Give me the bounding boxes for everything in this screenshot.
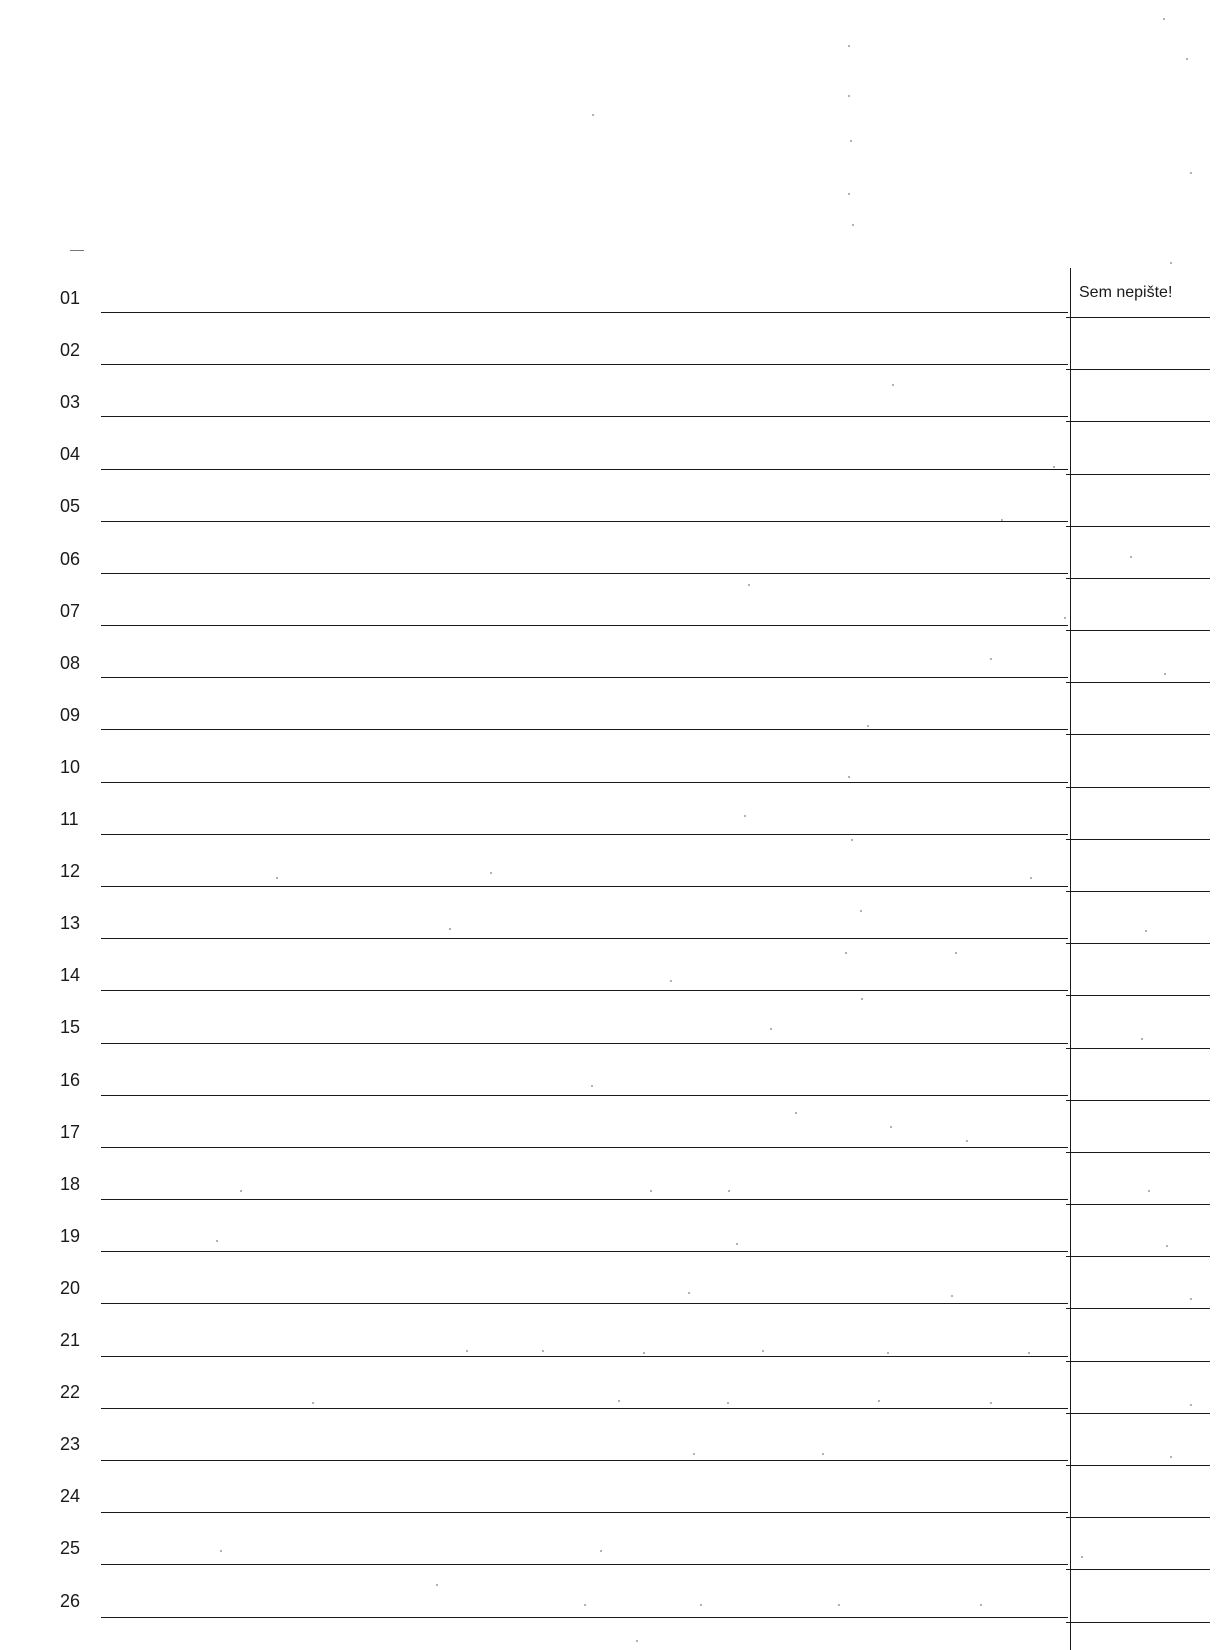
scan-speck [848,193,850,195]
scan-speck [449,928,451,930]
scan-speck [727,1402,729,1404]
answer-line[interactable] [101,312,1068,313]
answer-line[interactable] [101,782,1068,783]
scan-speck [892,384,894,386]
scan-speck [700,1604,702,1606]
scan-speck [860,910,862,912]
scan-speck [867,725,869,727]
scan-speck [466,1350,468,1352]
scan-speck [748,584,750,586]
margin-line [1066,891,1210,892]
scan-speck [850,140,852,142]
scan-speck [542,1350,544,1352]
scan-speck [848,95,850,97]
scan-speck [1170,262,1172,264]
answer-line[interactable] [101,1251,1068,1252]
row-number: 06 [60,548,81,569]
scan-speck [966,1140,968,1142]
row-number: 16 [60,1069,81,1090]
answer-line[interactable] [101,1617,1068,1618]
margin-line [1066,1465,1210,1466]
scan-speck [636,1640,638,1642]
scan-speck [744,815,746,817]
margin-line [1066,578,1210,579]
margin-line [1066,474,1210,475]
scan-speck [822,1453,824,1455]
margin-line [1066,369,1210,370]
answer-line[interactable] [101,677,1068,678]
scan-speck [591,1085,593,1087]
scan-speck [770,1028,772,1030]
margin-line [1066,1622,1210,1623]
scan-speck [861,998,863,1000]
row-number: 23 [60,1434,81,1455]
row-number: 25 [60,1538,81,1559]
scan-speck [220,1550,222,1552]
scan-speck [436,1584,438,1586]
row-number: 13 [60,913,81,934]
scan-speck [1163,18,1165,20]
answer-line[interactable] [101,834,1068,835]
scan-speck [1028,1352,1030,1354]
margin-line [1066,421,1210,422]
answer-line[interactable] [101,990,1068,991]
margin-line [1066,1152,1210,1153]
scan-speck [1186,58,1188,60]
scan-speck [1081,1556,1083,1558]
scan-speck [1064,617,1066,619]
answer-line[interactable] [101,886,1068,887]
margin-line [1066,1517,1210,1518]
row-number: 20 [60,1277,81,1298]
margin-line [1066,1308,1210,1309]
answer-line[interactable] [101,1512,1068,1513]
margin-line [1066,734,1210,735]
scan-speck [736,1243,738,1245]
scan-speck [1053,466,1055,468]
row-number: 24 [60,1486,81,1507]
margin-line [1066,943,1210,944]
row-number: 07 [60,600,81,621]
scan-speck [276,877,278,879]
margin-note: Sem nepište! [1079,284,1173,301]
scan-speck [1164,673,1166,675]
row-number: 15 [60,1017,81,1038]
margin-line [1066,1256,1210,1257]
scan-speck [848,45,850,47]
scan-speck [990,1402,992,1404]
row-number: 05 [60,496,81,517]
scan-speck [650,1190,652,1192]
scan-speck [643,1352,645,1354]
scan-speck [762,1350,764,1352]
margin-line [1066,1569,1210,1570]
answer-line[interactable] [101,1043,1068,1044]
margin-line [1066,1100,1210,1101]
scan-speck [878,1400,880,1402]
scan-speck [890,1126,892,1128]
row-number: 26 [60,1590,81,1611]
scan-speck [693,1453,695,1455]
row-number: 18 [60,1173,81,1194]
scan-speck [955,952,957,954]
scan-speck [795,1112,797,1114]
answer-line[interactable] [101,938,1068,939]
row-number: 17 [60,1121,81,1142]
scan-speck [312,1402,314,1404]
answer-line[interactable] [101,1147,1068,1148]
margin-line [1066,1048,1210,1049]
answer-line[interactable] [101,364,1068,365]
margin-line [1066,317,1210,318]
scan-speck [728,1190,730,1192]
margin-line [1066,1361,1210,1362]
row-number: 01 [60,288,81,308]
row-number: 19 [60,1225,81,1246]
answer-line[interactable] [101,729,1068,730]
margin-line [1066,1413,1210,1414]
row-number: 14 [60,965,81,986]
scan-mark [70,250,84,251]
answer-line[interactable] [101,469,1068,470]
scan-speck [838,1604,840,1606]
scan-speck [980,1604,982,1606]
row-number: 02 [60,340,81,361]
margin-line [1066,995,1210,996]
scan-speck [1190,172,1192,174]
scan-speck [848,776,850,778]
row-number: 03 [60,392,81,413]
answer-line[interactable] [101,1356,1068,1357]
answer-line[interactable] [101,521,1068,522]
row-number: 12 [60,861,81,882]
scan-speck [1166,1245,1168,1247]
row-number: 11 [60,809,79,829]
margin-line [1066,839,1210,840]
margin-line [1066,1204,1210,1205]
scan-speck [584,1604,586,1606]
scan-speck [490,872,492,874]
row-number: 09 [60,704,81,725]
scan-speck [618,1400,620,1402]
row-number: 04 [60,444,81,465]
answer-line[interactable] [101,625,1068,626]
margin-divider [1070,268,1071,1650]
margin-line [1066,526,1210,527]
row-number: 10 [60,756,81,777]
margin-line [1066,682,1210,683]
scan-speck [1170,1456,1172,1458]
scan-speck [240,1190,242,1192]
scan-speck [845,952,847,954]
scan-speck [1130,556,1132,558]
scan-speck [990,658,992,660]
scan-speck [852,224,854,226]
row-number: 22 [60,1382,81,1403]
scan-speck [1030,877,1032,879]
scan-speck [592,114,594,116]
row-number: 21 [60,1330,81,1350]
answer-line[interactable] [101,1303,1068,1304]
scan-speck [1001,519,1003,521]
answer-line[interactable] [101,1460,1068,1461]
scan-speck [670,980,672,982]
answer-line[interactable] [101,416,1068,417]
answer-line[interactable] [101,1199,1068,1200]
scan-speck [1141,1038,1143,1040]
margin-line [1066,787,1210,788]
scan-speck [851,839,853,841]
scan-speck [1190,1404,1192,1406]
scan-speck [887,1352,889,1354]
row-number: 08 [60,652,81,673]
scan-speck [600,1550,602,1552]
scan-speck [1145,930,1147,932]
answer-line[interactable] [101,1095,1068,1096]
scan-speck [1148,1190,1150,1192]
scan-speck [1190,1298,1192,1300]
answer-line[interactable] [101,1564,1068,1565]
margin-line [1066,630,1210,631]
answer-line[interactable] [101,1408,1068,1409]
scan-speck [951,1295,953,1297]
scan-speck [216,1240,218,1242]
answer-line[interactable] [101,573,1068,574]
scan-speck [688,1292,690,1294]
